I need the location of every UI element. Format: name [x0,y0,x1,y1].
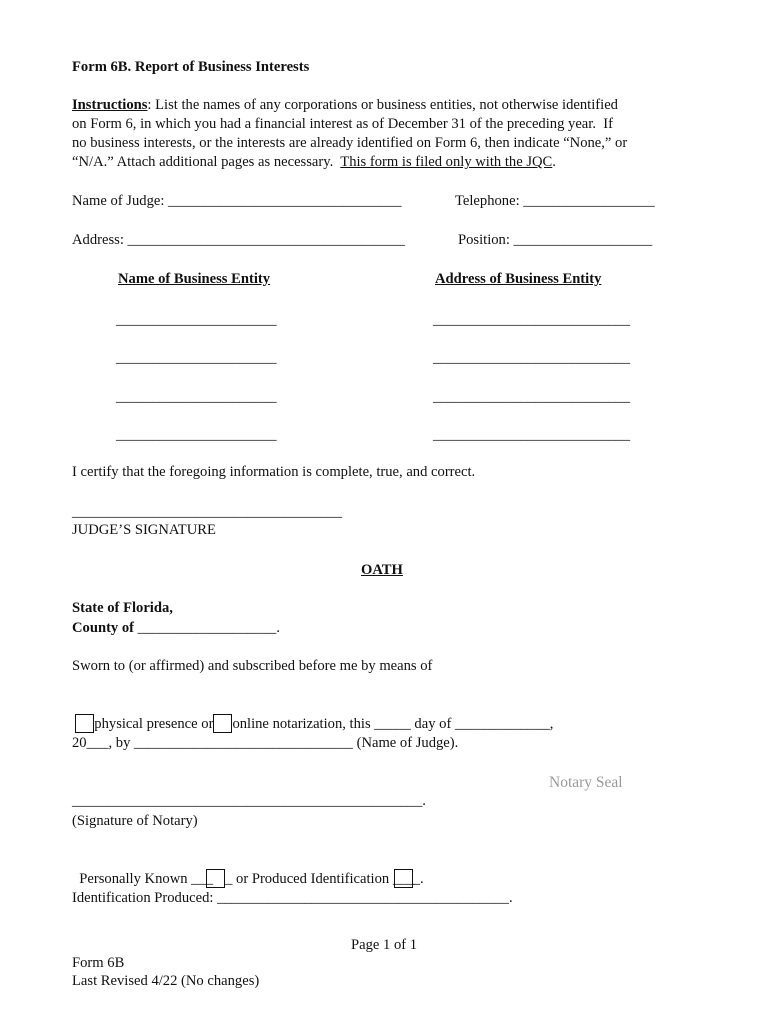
telephone-field[interactable]: Telephone: __________________ [455,193,655,209]
page-number: Page 1 of 1 [351,937,418,953]
name-of-judge-field[interactable]: Name of Judge: ________________________________ [72,193,402,209]
physical-presence-checkbox[interactable] [75,714,94,733]
instructions-line-4: “N/A.” Attach additional pages as necessary. [72,154,341,170]
online-notarization-checkbox[interactable] [213,714,232,733]
personally-known-label: Personally Known ___ [79,871,214,887]
county-field[interactable]: ___________________. [134,620,280,636]
notary-signature-line[interactable]: ________________________________________________. [72,793,426,809]
instructions-line-1: : List the names of any corporations or business entities, not otherwise identified [147,97,618,113]
instructions-label: Instructions [72,97,148,113]
state-label: State of Florida, [72,600,173,616]
oath-heading: OATH [361,562,403,578]
identification-produced-field[interactable]: Identification Produced: ________________________________________. [72,890,513,906]
notary-seal-label: Notary Seal [549,774,623,791]
online-notarization-label: online notarization, this _____ day of _____________, [232,716,554,732]
entity-name-blank[interactable]: ______________________ [116,312,277,328]
business-entity-name-header: Name of Business Entity [118,271,271,287]
county-label: County of [72,620,135,636]
instructions-line-2: on Form 6, in which you had a financial interest as of December 31 of the preceding year. If [72,116,614,132]
entity-address-blank[interactable]: ___________________________ [433,312,631,328]
revision-date: Last Revised 4/22 (No changes) [72,973,260,989]
form-title: Form 6B. Report of Business Interests [72,59,310,75]
certify-statement: I certify that the foregoing information is complete, true, and correct. [72,464,476,480]
produced-id-checkbox[interactable] [394,869,413,888]
jqc-note: This form is filed only with the JQC [340,154,553,170]
entity-name-blank[interactable]: ______________________ [116,389,277,405]
sworn-statement: Sworn to (or affirmed) and subscribed before me by means of [72,658,433,674]
position-field[interactable]: Position: ___________________ [458,232,653,248]
address-field[interactable]: Address: ______________________________________ [72,232,405,248]
entity-name-blank[interactable]: ______________________ [116,427,277,443]
entity-name-blank[interactable]: ______________________ [116,350,277,366]
physical-presence-label: physical presence or [94,716,214,732]
entity-address-blank[interactable]: ___________________________ [433,350,631,366]
instructions-line-3: no business interests, or the interests are already identified on Form 6, then indicate “None,” or [72,135,628,151]
business-entity-address-header: Address of Business Entity [435,271,602,287]
produced-id-label: _ or Produced Identification ___ [225,871,415,887]
entity-address-blank[interactable]: ___________________________ [433,389,631,405]
year-judge-line[interactable]: 20___, by ______________________________ (Name of Judge). [72,735,459,751]
form-number: Form 6B [72,955,125,971]
notary-signature-label: (Signature of Notary) [72,813,198,829]
judge-signature-line[interactable]: _____________________________________ [72,504,342,520]
personally-known-checkbox[interactable] [206,869,225,888]
judge-signature-label: JUDGE’S SIGNATURE [72,522,216,538]
entity-address-blank[interactable]: ___________________________ [433,427,631,443]
